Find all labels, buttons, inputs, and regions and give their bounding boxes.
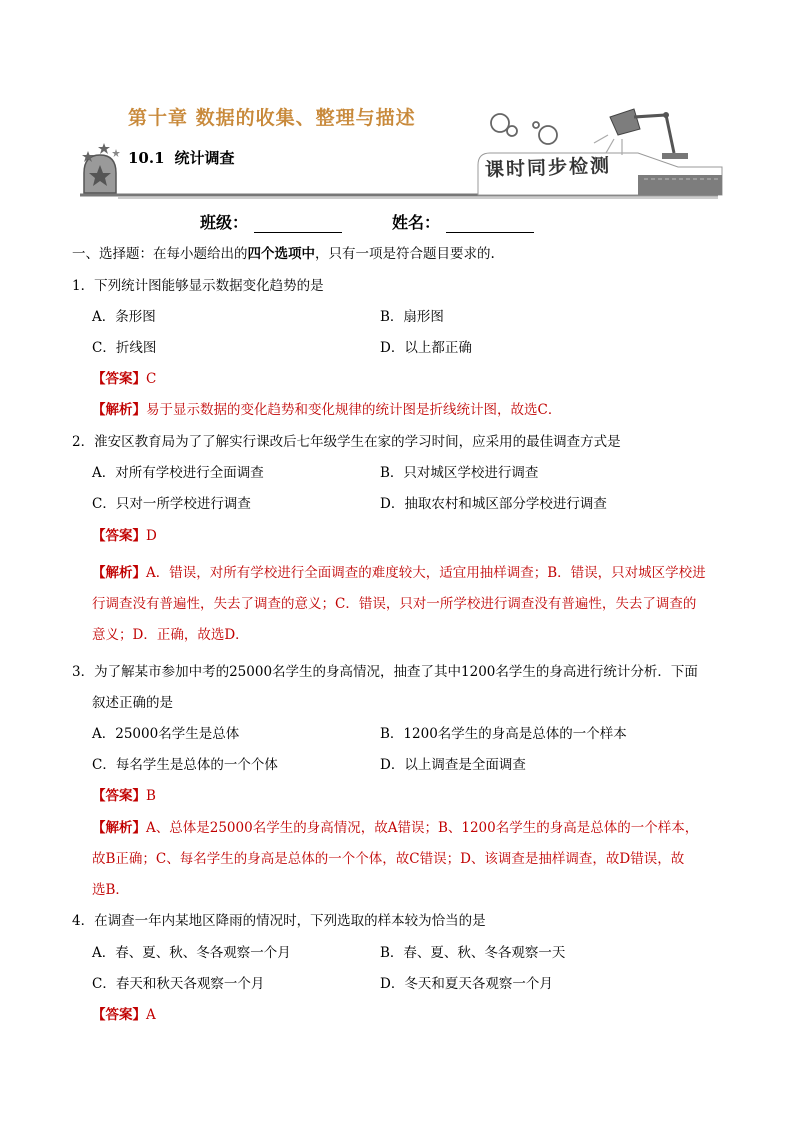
option[interactable]: B．只对城区学校进行调查 xyxy=(380,465,539,481)
analysis-text: 故B正确；C、每名学生的身高是总体的一个个体，故C错误；D、该调查是抽样调查，故D错误，故 xyxy=(92,851,685,867)
question-stem: 3．为了解某市参加中考的25000名学生的身高情况，抽查了其中1200名学生的身高进行统计分析．下面 xyxy=(72,664,698,680)
instructions-bold: 四个选项中 xyxy=(247,246,315,262)
class-blank[interactable] xyxy=(254,217,342,233)
star-badge-icon xyxy=(82,143,120,193)
question-stem: 2．淮安区教育局为了了解实行课改后七年级学生在家的学习时间，应采用的最佳调查方式是 xyxy=(72,434,621,450)
analysis-text: 易于显示数据的变化趋势和变化规律的统计图是折线统计图，故选C． xyxy=(146,402,562,418)
question-stem: 4．在调查一年内某地区降雨的情况时，下列选取的样本较为恰当的是 xyxy=(72,913,486,929)
page-header xyxy=(78,95,728,205)
analysis-text: 意义；D．正确，故选D． xyxy=(92,627,249,643)
answer-line xyxy=(92,369,156,389)
name-field[interactable] xyxy=(392,210,534,233)
analysis-label: 【解析】 xyxy=(92,402,146,418)
analysis-label: 【解析】 xyxy=(92,820,146,836)
option[interactable]: D．冬天和夏天各观察一个月 xyxy=(380,976,553,992)
answer-value: A xyxy=(146,1007,156,1023)
answer-label: 【答案】 xyxy=(92,1007,146,1023)
answer-value: C xyxy=(146,371,157,387)
question-stem: 1．下列统计图能够显示数据变化趋势的是 xyxy=(72,278,324,294)
class-field[interactable] xyxy=(200,210,342,233)
bubbles-icon xyxy=(491,114,557,144)
answer-value: B xyxy=(146,788,156,804)
section-title xyxy=(128,147,235,168)
option[interactable]: C．折线图 xyxy=(92,340,157,356)
option[interactable]: A．条形图 xyxy=(92,309,156,325)
option[interactable]: C．只对一所学校进行调查 xyxy=(92,496,251,512)
analysis-text: A、总体是25000名学生的身高情况，故A错误；B、1200名学生的身高是总体的一个样本， xyxy=(146,820,699,836)
badge-text: 课时同步检测 xyxy=(484,154,612,182)
class-label: 班级： xyxy=(200,213,249,232)
option[interactable]: D．以上调查是全面调查 xyxy=(380,757,526,773)
answer-value: D xyxy=(146,528,157,544)
option[interactable]: A．25000名学生是总体 xyxy=(92,726,240,742)
answer-label: 【答案】 xyxy=(92,528,146,544)
option[interactable]: D．以上都正确 xyxy=(380,340,472,356)
analysis-line xyxy=(92,563,706,583)
section-number: 10.1 xyxy=(128,149,165,167)
instructions xyxy=(72,244,495,264)
option[interactable]: C．春天和秋天各观察一个月 xyxy=(92,976,265,992)
section-name: 统计调查 xyxy=(174,149,235,167)
option[interactable]: D．抽取农村和城区部分学校进行调查 xyxy=(380,496,607,512)
option[interactable]: B．1200名学生的身高是总体的一个样本 xyxy=(380,726,627,742)
answer-label: 【答案】 xyxy=(92,788,146,804)
question-stem-cont: 叙述正确的是 xyxy=(92,695,173,711)
student-info-row xyxy=(200,210,600,234)
analysis-text: 选B． xyxy=(92,882,129,898)
answer-line xyxy=(92,526,157,546)
option[interactable]: B．春、夏、秋、冬各观察一天 xyxy=(380,945,566,961)
name-blank[interactable] xyxy=(446,217,534,233)
instructions-prefix: 一、选择题：在每小题给出的 xyxy=(72,246,248,262)
option[interactable]: A．春、夏、秋、冬各观察一个月 xyxy=(92,945,291,961)
analysis-line xyxy=(92,400,561,420)
option[interactable]: C．每名学生是总体的一个个体 xyxy=(92,757,278,773)
option[interactable]: A．对所有学校进行全面调查 xyxy=(92,465,264,481)
chapter-title: 第十章 数据的收集、整理与描述 xyxy=(128,107,416,129)
instructions-suffix: ，只有一项是符合题目要求的. xyxy=(315,246,495,262)
answer-line xyxy=(92,786,156,806)
answer-label: 【答案】 xyxy=(92,371,146,387)
analysis-text: 行调查没有普遍性，失去了调查的意义；C．错误，只对一所学校进行调查没有普遍性，失去了调查的 xyxy=(92,596,697,612)
name-label: 姓名： xyxy=(392,213,441,232)
analysis-label: 【解析】 xyxy=(92,565,146,581)
analysis-line xyxy=(92,818,698,838)
option[interactable]: B．扇形图 xyxy=(380,309,444,325)
answer-line xyxy=(92,1005,156,1025)
analysis-text: A．错误，对所有学校进行全面调查的难度较大，适宜用抽样调查；B．错误，只对城区学校进 xyxy=(146,565,706,581)
